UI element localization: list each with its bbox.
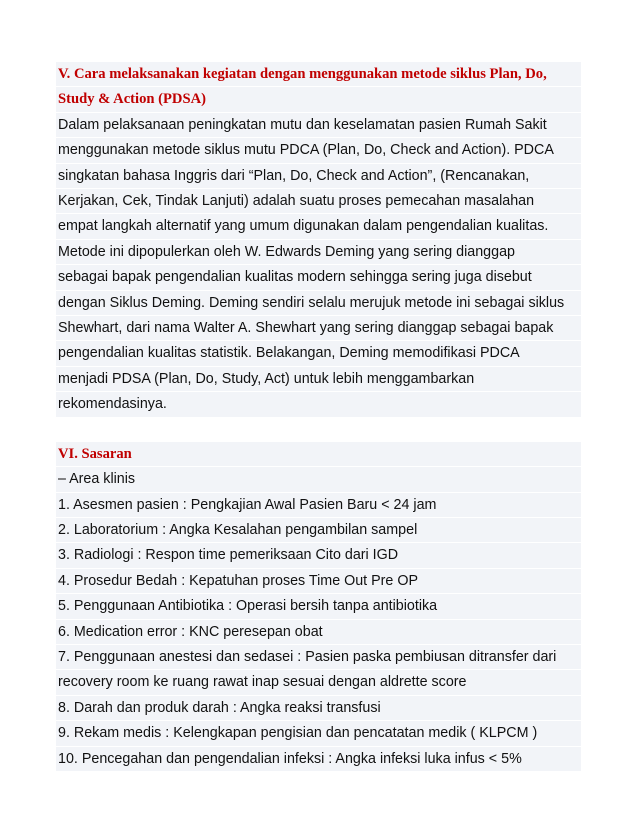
paragraph-line: Dalam pelaksanaan peningkatan mutu dan keselamatan pasien Rumah Sakit <box>56 113 581 138</box>
list-item: 8. Darah dan produk darah : Angka reaksi transfusi <box>56 696 581 721</box>
paragraph-line: menggunakan metode siklus mutu PDCA (Plan, Do, Check and Action). PDCA <box>56 138 581 163</box>
list-item: 7. Penggunaan anestesi dan sedasei : Pasien paska pembiusan ditransfer dari <box>56 645 581 670</box>
paragraph-line: Kerjakan, Cek, Tindak Lanjuti) adalah suatu proses pemecahan masalahan <box>56 189 581 214</box>
list-item: 5. Penggunaan Antibiotika : Operasi bersih tanpa antibiotika <box>56 594 581 619</box>
list-item: – Area klinis <box>56 467 581 492</box>
paragraph-line: sebagai bapak pengendalian kualitas modern sehingga sering juga disebut <box>56 265 581 290</box>
document-body <box>56 62 581 772</box>
paragraph-line: rekomendasinya. <box>56 392 581 417</box>
paragraph-line: pengendalian kualitas statistik. Belakangan, Deming memodifikasi PDCA <box>56 341 581 366</box>
paragraph-line: dengan Siklus Deming. Deming sendiri selalu merujuk metode ini sebagai siklus <box>56 291 581 316</box>
paragraph-line: Metode ini dipopulerkan oleh W. Edwards Deming yang sering dianggap <box>56 240 581 265</box>
paragraph-line: empat langkah alternatif yang umum digunakan dalam pengendalian kualitas. <box>56 214 581 239</box>
list-item: 6. Medication error : KNC peresepan obat <box>56 620 581 645</box>
list-item: 2. Laboratorium : Angka Kesalahan pengambilan sampel <box>56 518 581 543</box>
section-spacer <box>56 418 581 442</box>
list-item: 4. Prosedur Bedah : Kepatuhan proses Time Out Pre OP <box>56 569 581 594</box>
paragraph-line: singkatan bahasa Inggris dari “Plan, Do, Check and Action”, (Rencanakan, <box>56 164 581 189</box>
list-item: recovery room ke ruang rawat inap sesuai dengan aldrette score <box>56 670 581 695</box>
paragraph-line: Shewhart, dari nama Walter A. Shewhart yang sering dianggap sebagai bapak <box>56 316 581 341</box>
section-v-heading-line-1: V. Cara melaksanakan kegiatan dengan menggunakan metode siklus Plan, Do, <box>56 62 581 87</box>
list-item: 9. Rekam medis : Kelengkapan pengisian dan pencatatan medik ( KLPCM ) <box>56 721 581 746</box>
list-item: 3. Radiologi : Respon time pemeriksaan Cito dari IGD <box>56 543 581 568</box>
section-v-heading-line-2: Study & Action (PDSA) <box>56 87 581 112</box>
paragraph-line: menjadi PDSA (Plan, Do, Study, Act) untuk lebih menggambarkan <box>56 367 581 392</box>
section-vi-heading: VI. Sasaran <box>56 442 581 467</box>
list-item: 10. Pencegahan dan pengendalian infeksi : Angka infeksi luka infus < 5% <box>56 747 581 772</box>
list-item: 1. Asesmen pasien : Pengkajian Awal Pasien Baru < 24 jam <box>56 493 581 518</box>
